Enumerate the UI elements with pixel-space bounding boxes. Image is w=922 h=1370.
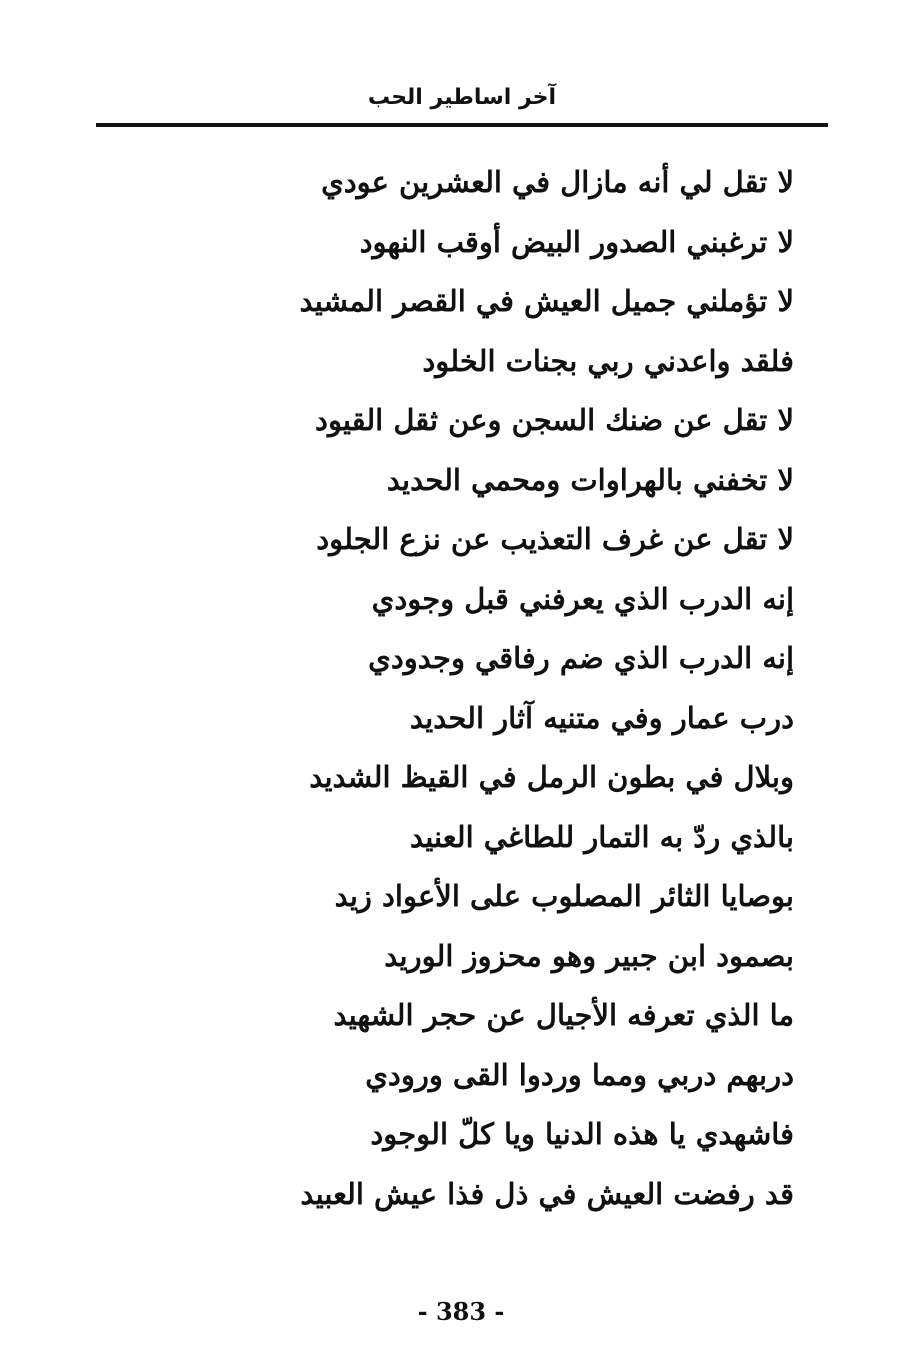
poem-line: لا تقل عن ضنك السجن وعن ثقل القيود <box>315 403 794 437</box>
poem-line: قد رفضت العيش في ذل فذا عيش العبيد <box>300 1176 794 1211</box>
poem-line: بصمود ابن جبير وهو محزوز الوريد <box>384 938 794 973</box>
poem-line: لا تخفني بالهراوات ومحمي الحديد <box>386 462 794 497</box>
poem-line: لا تؤملني جميل العيش في القصر المشيد <box>299 284 794 318</box>
poem-line: دربهم دربي ومما وردوا القى ورودي <box>365 1057 794 1092</box>
poem-line: ما الذي تعرفه الأجيال عن حجر الشهيد <box>333 998 794 1032</box>
poem-line: بوصايا الثائر المصلوب على الأعواد زيد <box>334 879 794 913</box>
poem-line: لا تقل لي أنه مازال في العشرين عودي <box>321 165 794 199</box>
poem-line: إنه الدرب الذي ضم رفاقي وجدودي <box>368 641 794 675</box>
poem-line: فاشهدي يا هذه الدنيا ويا كلّ الوجود <box>370 1117 794 1151</box>
poem-line: بالذي ردّ به التمار للطاغي العنيد <box>410 819 794 854</box>
poem-line: درب عمار وفي متنيه آثار الحديد <box>409 700 794 735</box>
poem-line: فلقد واعدني ربي بجنات الخلود <box>422 343 794 378</box>
poem-line: وبلال في بطون الرمل في القيظ الشديد <box>309 760 794 794</box>
poem-line: لا تقل عن غرف التعذيب عن نزع الجلود <box>316 522 794 556</box>
poem-line: لا ترغبني الصدور البيض أوقب النهود <box>359 224 794 259</box>
poem-body <box>194 153 794 1224</box>
page-number: - 383 - <box>417 1297 505 1326</box>
running-header-title: آخر اساطير الحب <box>367 85 557 110</box>
poem-line: إنه الدرب الذي يعرفني قبل وجودي <box>371 581 794 616</box>
header-divider <box>96 123 828 127</box>
